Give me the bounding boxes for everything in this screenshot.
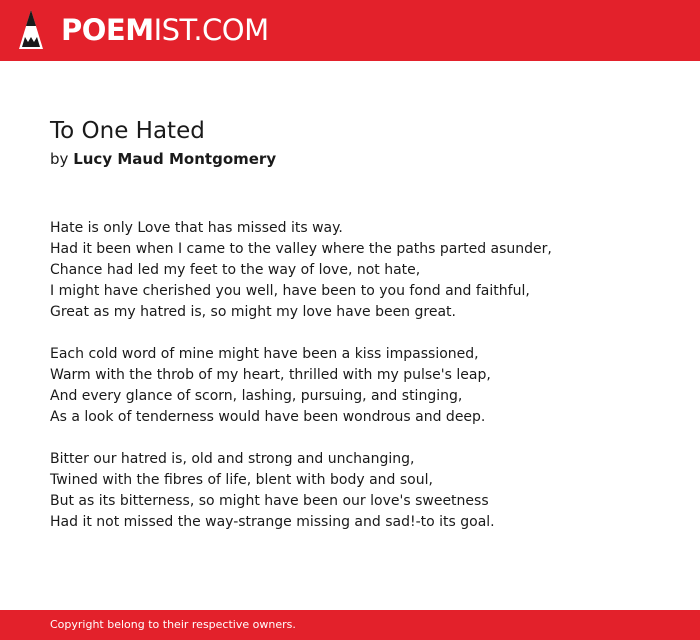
site-footer: [0, 610, 700, 640]
poem-line: Each cold word of mine might have been a kiss impassioned,: [50, 346, 479, 362]
byline-prefix: by: [50, 150, 69, 168]
logo-light-text: IST.COM: [153, 13, 269, 47]
poem-title: To One Hated: [50, 118, 205, 144]
poem-line: Bitter our hatred is, old and strong and unchanging,: [50, 451, 415, 467]
logo-bold-text: POEM: [61, 13, 154, 47]
poem-byline: [50, 148, 276, 170]
pencil-tip-icon: [18, 9, 44, 51]
stanza-2: [50, 344, 670, 428]
poem-line: As a look of tenderness would have been wondrous and deep.: [50, 409, 486, 425]
poem-line: Chance had led my feet to the way of love, not hate,: [50, 262, 421, 278]
site-logo[interactable]: [61, 12, 269, 48]
site-header: [0, 0, 700, 61]
poem-author: Lucy Maud Montgomery: [73, 150, 277, 168]
poem-line: I might have cherished you well, have been to you fond and faithful,: [50, 283, 530, 299]
poem-line: Hate is only Love that has missed its way.: [50, 220, 343, 236]
stanza-3: [50, 449, 670, 533]
poem-line: But as its bitterness, so might have been our love's sweetness: [50, 493, 489, 509]
poem-line: Great as my hatred is, so might my love have been great.: [50, 304, 456, 320]
poem-body: [50, 218, 670, 554]
poem-line: Had it not missed the way-strange missing and sad!-to its goal.: [50, 514, 495, 530]
poem-line: Twined with the fibres of life, blent with body and soul,: [50, 472, 433, 488]
poem-line: And every glance of scorn, lashing, pursuing, and stinging,: [50, 388, 463, 404]
poem-line: Warm with the throb of my heart, thrilled with my pulse's leap,: [50, 367, 491, 383]
poem-line: Had it been when I came to the valley where the paths parted asunder,: [50, 241, 552, 257]
stanza-1: [50, 218, 670, 323]
copyright-text: Copyright belong to their respective owners.: [50, 618, 296, 631]
